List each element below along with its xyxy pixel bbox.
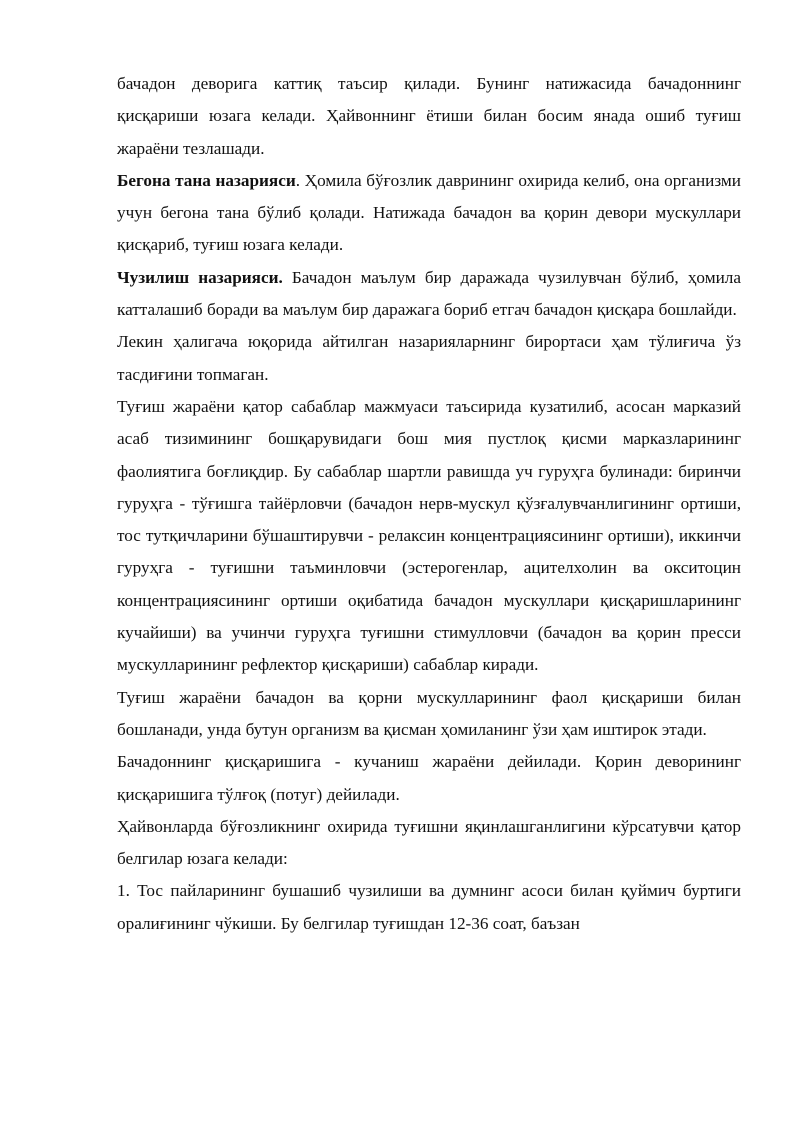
paragraph-2 [117, 165, 741, 262]
paragraph-6 [117, 682, 741, 747]
paragraph-3-text: Бачадон маълум бир даражада чузилувчан бўлиб, ҳомила катталашиб боради ва маълум бир даражага бориб етгач бачадон қисқара бошлайди. [117, 267, 741, 320]
paragraph-6-text: Туғиш жараёни бачадон ва қорни мускулларининг фаол қисқариши билан бошланади, унда бутун организм ва қисман ҳомиланинг ўзи ҳам иштирок этади. [117, 687, 741, 739]
paragraph-4-text: Лекин ҳалигача юқорида айтилган назарияларнинг бирортаси ҳам тўлиғича ўз тасдиғини топмаган. [117, 332, 741, 384]
paragraph-1 [117, 68, 741, 165]
paragraph-7-text: Бачадоннинг қисқаришига - кучаниш жараёни дейилади. Қорин деворининг қисқаришига тўлғоқ (потуг) дейилади. [117, 752, 741, 804]
paragraph-9 [117, 875, 741, 940]
paragraph-8 [117, 811, 741, 876]
paragraph-9-text: 1. Тос пайларининг бушашиб чузилиши ва думнинг асоси билан қуймич буртиги оралиғининг чўкиши. Бу белгилар туғишдан 12-36 соат, баъзан [117, 881, 741, 933]
paragraph-8-text: Ҳайвонларда бўғозликнинг охирида туғишни яқинлашганлигини кўрсатувчи қатор белгилар юзага келади: [117, 816, 741, 869]
paragraph-5-text: Туғиш жараёни қатор сабаблар мажмуаси таъсирида кузатилиб, асосан марказий асаб тизимининг бошқарувидаги бош мия пустлоқ қисми марказларининг фаолиятига боғлиқдир. Бу сабаблар шартли равишда уч гуруҳга булинади: биринчи гуруҳга - тўғишга тайёрловчи (бачадон нерв-мускул қўзғалувчанлигининг ортиши, тос тутқичларини бўшаштирувчи - релаксин концентрациясининг ортиши), иккинчи гуруҳга - туғишни таъминловчи (эстерогенлар, ацителхолин ва окситоцин концентрациясининг ортиши оқибатида бачадон мускуллари қисқаришларининг кучайиши) ва учинчи гуруҳга туғишни стимулловчи (бачадон ва қорин пресси мускулларининг рефлектор қисқариши) сабаблар киради. [117, 396, 741, 675]
paragraph-2-text: . Ҳомила бўғозлик даврининг охирида келиб, она организми учун бегона тана бўлиб қолади. Натижада бачадон ва қорин девори мускуллари қисқариб, туғиш юзага келади. [117, 170, 741, 255]
paragraph-5 [117, 391, 741, 682]
paragraph-1-text: бачадон деворига каттиқ таъсир қилади. Бунинг натижасида бачадоннинг қисқариши юзага келади. Ҳайвоннинг ётиши билан босим янада ошиб туғиш жараёни тезлашади. [117, 74, 741, 158]
paragraph-3-heading: Чузилиш назарияси. [117, 267, 283, 287]
document-page [117, 68, 741, 940]
paragraph-7 [117, 746, 741, 811]
paragraph-4 [117, 326, 741, 391]
paragraph-3 [117, 262, 741, 327]
paragraph-2-heading: Бегона тана назарияси [117, 170, 296, 190]
